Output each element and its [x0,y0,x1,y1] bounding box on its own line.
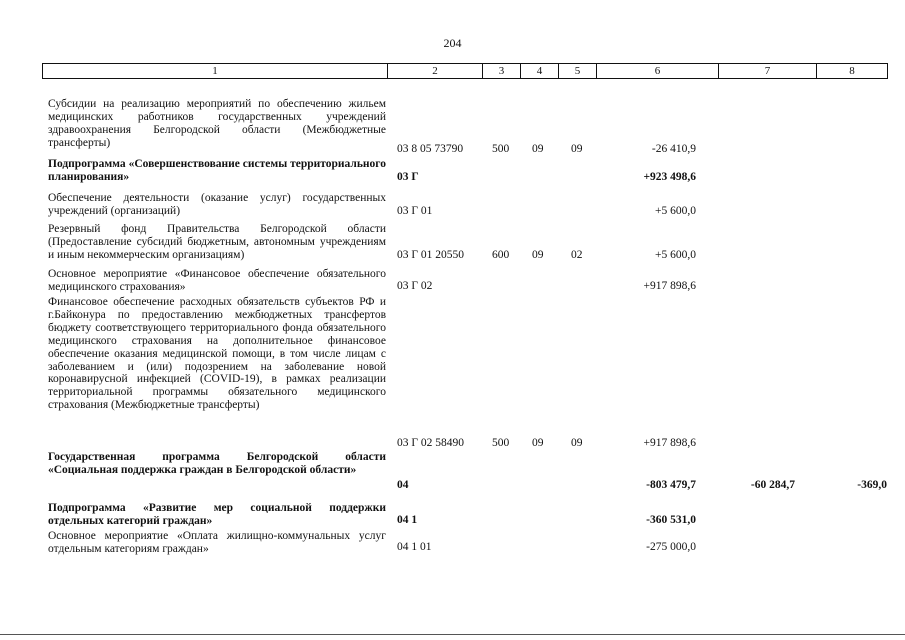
row-code: 04 [397,479,409,491]
row-pr: 09 [571,143,583,155]
row-description: Финансовое обеспечение расходных обязательств субъектов РФ и г.Байконура по предоставлению межбюджетных трансфертов бюджету соответствующего территориального фонда обязательного медицинского страхования на дополнительное финансовое обеспечение оказания медицинской помощи, в том числе лицам с заболеванием и (или) подозрением на заболевание новой коронавирусной инфекцией (COVID-19), в рамках реализации территориальной программы обязательного медицинского страхования (Межбюджетные трансферты) [48,296,386,412]
row-code: 03 Г 02 [397,280,433,292]
row-description: Государственная программа Белгородской области «Социальная поддержка граждан в Белгородской области» [48,451,386,476]
row-description: Подпрограмма «Развитие мер социальной поддержки отдельных категорий граждан» [48,502,386,527]
table-row [0,156,905,192]
row-code: 03 Г 02 58490 [397,437,465,449]
row-sum-6: -275 000,0 [646,541,696,553]
row-description: Подпрограмма «Совершенствование системы территориального планирования» [48,158,386,183]
row-rz: 09 [532,437,544,449]
row-sum-6: +5 600,0 [655,249,696,261]
table-row [0,530,905,560]
header-col-1: 1 [43,64,388,78]
header-col-5: 5 [559,64,597,78]
table-row [0,223,905,268]
row-code: 03 Г 01 20550 [397,249,465,261]
row-sum-6: -360 531,0 [646,514,696,526]
row-sum-6: -803 479,7 [646,479,696,491]
header-col-8: 8 [849,65,855,77]
table-row [0,192,905,223]
table-row [0,451,905,502]
row-sum-6: -26 410,9 [651,143,696,155]
row-rz: 09 [532,249,544,261]
header-col-2: 2 [388,64,483,78]
row-description: Субсидии на реализацию мероприятий по обеспечению жильем медицинских работников государственных учреждений здравоохранения Белгородской области (Межбюджетные трансферты) [48,98,386,149]
table-row [0,502,905,530]
row-sum-6: +923 498,6 [643,171,696,183]
table-header [42,63,888,79]
row-vr: 500 [492,143,510,155]
row-sum-7: -60 284,7 [750,479,795,491]
row-description: Обеспечение деятельности (оказание услуг) государственных учреждений (организаций) [48,192,386,217]
row-code: 04 1 01 [397,541,432,553]
row-description: Основное мероприятие «Оплата жилищно-коммунальных услуг отдельным категориям граждан» [48,530,386,555]
table-body [0,98,905,560]
row-sum-6: +5 600,0 [655,205,696,217]
row-code: 03 Г [397,171,419,183]
row-pr: 09 [571,437,583,449]
page-bottom-edge [0,634,905,635]
row-sum-8: -369,0 [857,479,887,491]
header-col-3: 3 [483,64,521,78]
row-code: 04 1 [397,514,418,526]
header-col-7: 7 [719,64,817,78]
row-code: 03 8 05 73790 [397,143,464,155]
row-description: Основное мероприятие «Финансовое обеспечение обязательного медицинского страхования» [48,268,386,293]
row-sum-6: +917 898,6 [643,437,696,449]
table-row [0,296,905,451]
table-row [0,98,905,156]
row-pr: 02 [571,249,583,261]
row-description: Резервный фонд Правительства Белгородской области (Предоставление субсидий бюджетным, автономным учреждениям и иным некоммерческим организациям) [48,223,386,261]
table-row [0,268,905,296]
row-vr: 600 [492,249,510,261]
row-code: 03 Г 01 [397,205,433,217]
row-vr: 500 [492,437,510,449]
row-sum-6: +917 898,6 [643,280,696,292]
header-col-6: 6 [597,64,719,78]
row-rz: 09 [532,143,544,155]
header-col-4: 4 [521,64,559,78]
page-number: 204 [443,36,462,50]
